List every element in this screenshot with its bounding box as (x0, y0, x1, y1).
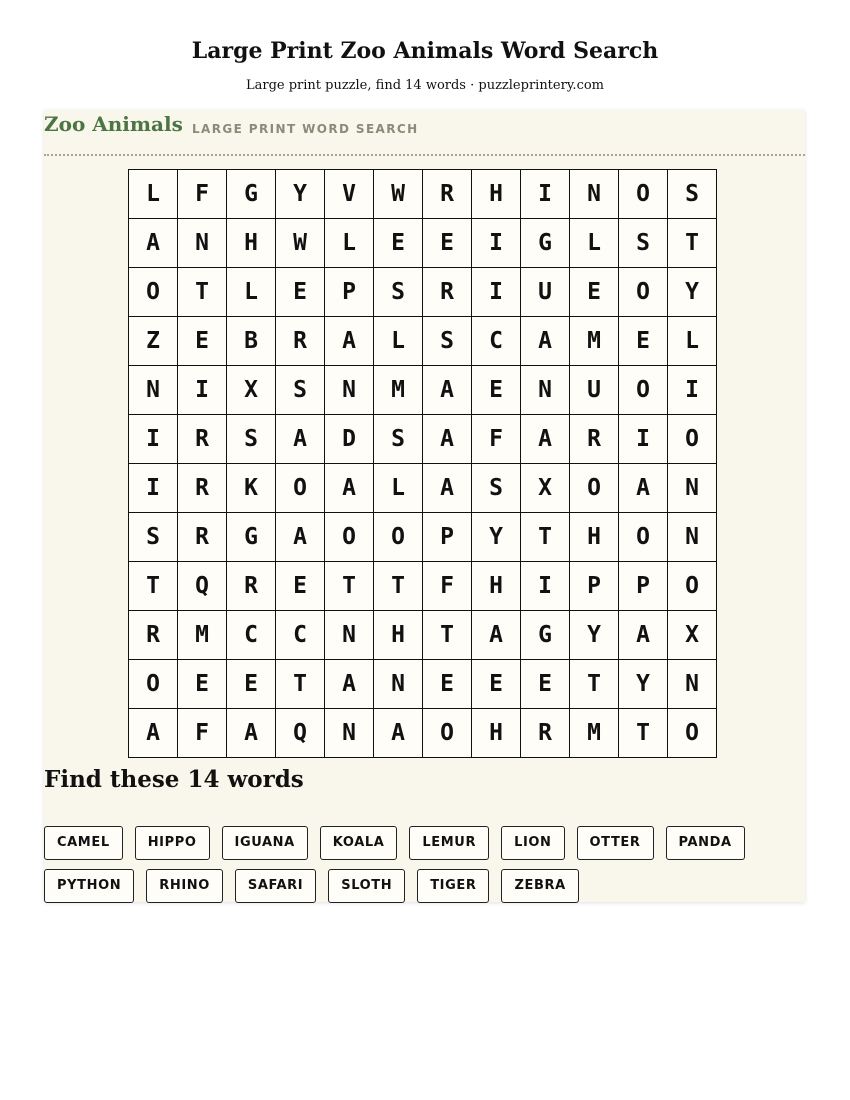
grid-cell: Y (570, 611, 619, 660)
grid-cell: H (374, 611, 423, 660)
grid-cell: P (570, 562, 619, 611)
grid-cell: L (374, 464, 423, 513)
grid-cell: Y (619, 660, 668, 709)
grid-cell: V (325, 170, 374, 219)
grid-cell: A (472, 611, 521, 660)
grid-cell: M (570, 317, 619, 366)
grid-cell: Y (668, 268, 717, 317)
grid-row (129, 317, 717, 366)
grid-cell: A (521, 317, 570, 366)
grid-cell: T (276, 660, 325, 709)
grid-cell: F (178, 709, 227, 758)
grid-cell: N (325, 709, 374, 758)
word-chip: LEMUR (409, 826, 489, 860)
grid-row (129, 611, 717, 660)
grid-row (129, 415, 717, 464)
puzzle-name: Zoo Animals (44, 112, 183, 136)
grid-cell: I (472, 268, 521, 317)
grid-cell: Z (129, 317, 178, 366)
word-chip: RHINO (146, 869, 223, 903)
grid-cell: I (178, 366, 227, 415)
grid-cell: W (374, 170, 423, 219)
grid-cell: E (374, 219, 423, 268)
word-chip: TIGER (417, 869, 489, 903)
grid-cell: K (227, 464, 276, 513)
word-chip: IGUANA (222, 826, 308, 860)
grid-cell: I (668, 366, 717, 415)
puzzle-card (44, 110, 805, 902)
grid-cell: A (276, 513, 325, 562)
grid-cell: O (668, 415, 717, 464)
grid-cell: O (276, 464, 325, 513)
word-list-heading: Find these 14 words (44, 766, 304, 793)
grid-cell: T (325, 562, 374, 611)
grid-cell: T (423, 611, 472, 660)
grid-cell: Q (276, 709, 325, 758)
grid-cell: N (178, 219, 227, 268)
grid-cell: A (423, 366, 472, 415)
grid-cell: S (472, 464, 521, 513)
grid-cell: S (374, 415, 423, 464)
grid-cell: O (619, 170, 668, 219)
grid-cell: A (423, 464, 472, 513)
grid-cell: P (619, 562, 668, 611)
grid-cell: O (668, 709, 717, 758)
grid-cell: B (227, 317, 276, 366)
grid-cell: S (619, 219, 668, 268)
grid-cell: A (325, 464, 374, 513)
word-chip: KOALA (320, 826, 398, 860)
page-subtitle: Large print puzzle, find 14 words · puzzleprintery.com (245, 78, 605, 93)
grid-cell: O (619, 513, 668, 562)
grid-row (129, 170, 717, 219)
grid-cell: W (276, 219, 325, 268)
grid-cell: R (178, 464, 227, 513)
grid-cell: N (668, 660, 717, 709)
grid-cell: E (423, 219, 472, 268)
grid-cell: X (227, 366, 276, 415)
grid-cell: O (129, 660, 178, 709)
grid-cell: T (178, 268, 227, 317)
grid-cell: E (521, 660, 570, 709)
word-chip: PYTHON (44, 869, 134, 903)
grid-cell: E (227, 660, 276, 709)
grid-cell: S (423, 317, 472, 366)
grid-cell: N (325, 366, 374, 415)
grid-cell: O (129, 268, 178, 317)
grid-cell: O (374, 513, 423, 562)
grid-cell: H (472, 709, 521, 758)
grid-cell: T (374, 562, 423, 611)
grid-cell: A (227, 709, 276, 758)
grid-row (129, 709, 717, 758)
word-chip: LION (501, 826, 564, 860)
grid-row (129, 268, 717, 317)
grid-row (129, 513, 717, 562)
grid-cell: Y (472, 513, 521, 562)
grid-cell: F (178, 170, 227, 219)
puzzle-kind-label: LARGE PRINT WORD SEARCH (192, 122, 419, 136)
grid-cell: L (374, 317, 423, 366)
grid-cell: R (570, 415, 619, 464)
grid-cell: A (374, 709, 423, 758)
grid-cell: C (276, 611, 325, 660)
grid-row (129, 562, 717, 611)
grid-cell: A (129, 219, 178, 268)
grid-row (129, 366, 717, 415)
grid-cell: R (227, 562, 276, 611)
grid-cell: N (374, 660, 423, 709)
grid-cell: E (619, 317, 668, 366)
grid-cell: A (325, 317, 374, 366)
grid-cell: T (570, 660, 619, 709)
grid-cell: X (521, 464, 570, 513)
grid-cell: A (619, 611, 668, 660)
grid-cell: R (129, 611, 178, 660)
grid-cell: T (619, 709, 668, 758)
grid-cell: A (619, 464, 668, 513)
grid-row (129, 660, 717, 709)
grid-cell: H (472, 170, 521, 219)
grid-cell: N (521, 366, 570, 415)
grid-cell: T (129, 562, 178, 611)
grid-cell: N (668, 513, 717, 562)
grid-cell: T (521, 513, 570, 562)
grid-cell: R (178, 415, 227, 464)
grid-cell: A (521, 415, 570, 464)
grid-cell: U (570, 366, 619, 415)
grid-cell: L (668, 317, 717, 366)
grid-cell: N (668, 464, 717, 513)
grid-cell: G (521, 219, 570, 268)
grid-cell: O (570, 464, 619, 513)
grid-cell: O (619, 268, 668, 317)
grid-cell: E (178, 660, 227, 709)
grid-cell: P (325, 268, 374, 317)
grid-cell: S (129, 513, 178, 562)
grid-cell: I (521, 170, 570, 219)
grid-cell: R (521, 709, 570, 758)
grid-cell: E (472, 660, 521, 709)
letter-grid (128, 169, 717, 758)
grid-cell: D (325, 415, 374, 464)
grid-row (129, 219, 717, 268)
grid-cell: H (570, 513, 619, 562)
grid-cell: N (325, 611, 374, 660)
grid-cell: F (423, 562, 472, 611)
grid-cell: I (521, 562, 570, 611)
grid-cell: A (325, 660, 374, 709)
grid-cell: N (129, 366, 178, 415)
grid-cell: O (423, 709, 472, 758)
grid-cell: G (227, 170, 276, 219)
grid-cell: R (423, 268, 472, 317)
word-chip: CAMEL (44, 826, 123, 860)
grid-cell: M (570, 709, 619, 758)
grid-cell: L (227, 268, 276, 317)
grid-cell: F (472, 415, 521, 464)
grid-cell: R (178, 513, 227, 562)
word-chip: SAFARI (235, 869, 316, 903)
grid-cell: R (423, 170, 472, 219)
grid-cell: H (472, 562, 521, 611)
grid-cell: Q (178, 562, 227, 611)
grid-cell: C (227, 611, 276, 660)
grid-cell: P (423, 513, 472, 562)
grid-cell: E (178, 317, 227, 366)
grid-cell: L (570, 219, 619, 268)
grid-cell: N (570, 170, 619, 219)
grid-cell: S (668, 170, 717, 219)
grid-cell: A (423, 415, 472, 464)
page-title: Large Print Zoo Animals Word Search (191, 38, 659, 64)
grid-cell: G (227, 513, 276, 562)
grid-cell: S (276, 366, 325, 415)
grid-cell: M (178, 611, 227, 660)
grid-cell: O (668, 562, 717, 611)
grid-cell: I (619, 415, 668, 464)
grid-cell: L (325, 219, 374, 268)
grid-cell: G (521, 611, 570, 660)
grid-cell: U (521, 268, 570, 317)
grid-cell: S (227, 415, 276, 464)
grid-row (129, 464, 717, 513)
grid-cell: E (570, 268, 619, 317)
grid-cell: E (423, 660, 472, 709)
grid-cell: Y (276, 170, 325, 219)
grid-cell: X (668, 611, 717, 660)
grid-cell: A (129, 709, 178, 758)
word-chip: OTTER (577, 826, 654, 860)
grid-cell: O (619, 366, 668, 415)
word-chip: HIPPO (135, 826, 210, 860)
grid-cell: A (276, 415, 325, 464)
grid-cell: E (472, 366, 521, 415)
grid-cell: I (129, 464, 178, 513)
grid-cell: E (276, 268, 325, 317)
word-chip: ZEBRA (501, 869, 578, 903)
grid-cell: H (227, 219, 276, 268)
word-bank (44, 826, 784, 903)
word-chip: SLOTH (328, 869, 405, 903)
grid-cell: S (374, 268, 423, 317)
grid-cell: M (374, 366, 423, 415)
grid-cell: R (276, 317, 325, 366)
grid-cell: T (668, 219, 717, 268)
grid-cell: I (129, 415, 178, 464)
grid-cell: O (325, 513, 374, 562)
grid-cell: L (129, 170, 178, 219)
word-chip: PANDA (666, 826, 745, 860)
grid-cell: C (472, 317, 521, 366)
puzzle-header (44, 110, 805, 156)
grid-cell: E (276, 562, 325, 611)
grid-cell: I (472, 219, 521, 268)
